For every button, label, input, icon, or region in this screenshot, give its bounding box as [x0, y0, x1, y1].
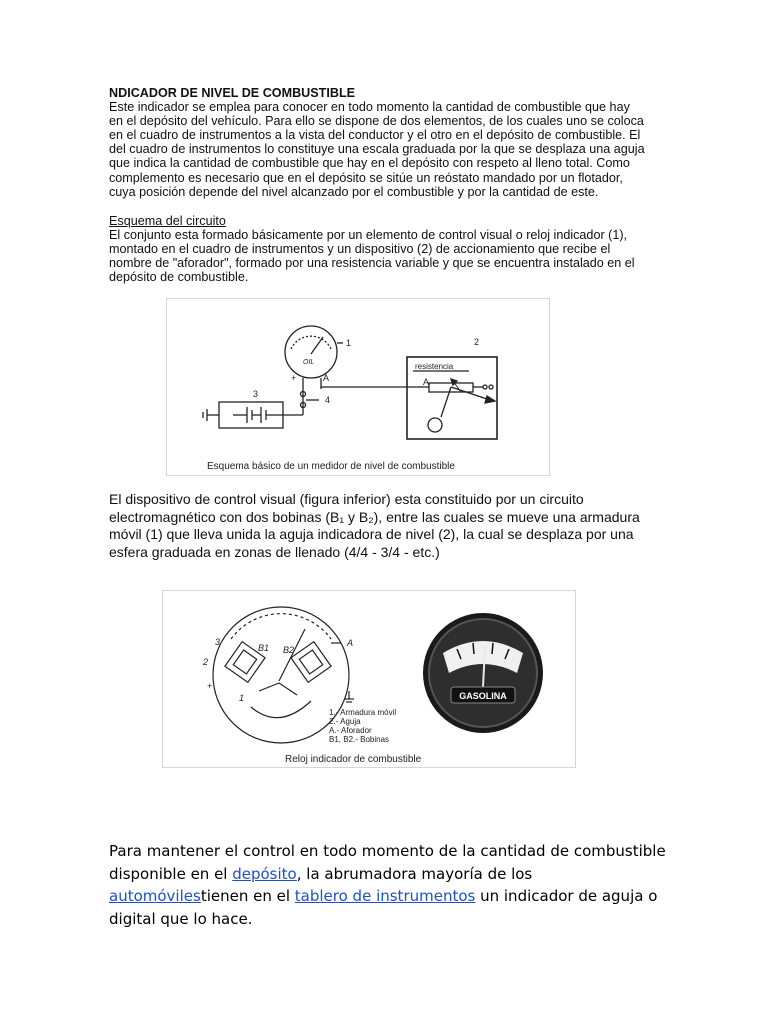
closing-text: un indicador de aguja o digital que lo hace.: [109, 887, 658, 928]
gauge-face-label: OIL: [303, 359, 315, 366]
figure2-caption: Reloj indicador de combustible: [285, 754, 422, 765]
sender-number-label: 2: [474, 337, 480, 347]
circuit-section: [109, 214, 661, 284]
resistance-label: resistencia: [415, 362, 454, 371]
terminal-a-label: A: [323, 373, 330, 383]
closing-text: tienen en el: [200, 887, 295, 905]
legend-line: 2.- Aguja: [329, 717, 361, 726]
circuit-line: nombre de "aforador", formado por una resistencia variable y que se encuentra instalado en el: [109, 256, 635, 271]
battery-number-label: 3: [253, 389, 259, 399]
circuit-line: depósito de combustible.: [109, 270, 249, 285]
circuit-line: montado en el cuadro de instrumentos y un dispositivo (2) de accionamiento que recibe el: [109, 242, 611, 257]
b1-label: B1: [258, 643, 270, 653]
intro-line: complemento es necesario que en el depósito se sitúe un reóstato mandado por un flotador,: [109, 170, 623, 185]
circuit-diagram: [167, 299, 549, 475]
plus-label: +: [207, 681, 213, 691]
tablero-instrumentos-link[interactable]: tablero de instrumentos: [294, 887, 476, 905]
closing-paragraph: [109, 840, 669, 930]
circuit-line: El conjunto esta formado básicamente por un elemento de control visual o reloj indicador (1),: [109, 228, 628, 243]
automoviles-link[interactable]: automóviles: [109, 887, 201, 905]
figure1-caption: Esquema básico de un medidor de nivel de combustible: [207, 461, 455, 472]
legend-line: A.- Aforador: [329, 726, 372, 735]
intro-section: [109, 86, 661, 199]
intro-line: en el depósito del vehículo. Para ello se dispone de dos elementos, de los cuales uno se coloca: [109, 114, 644, 129]
intro-line: que indica la cantidad de combustible que hay en el depósito con respeto al lleno total. Como: [109, 156, 630, 171]
intro-line: del cuadro de instrumentos lo constituye una escala graduada por la que se desplaza una aguja: [109, 142, 645, 157]
intro-line: cuya posición depende del nivel alcanzado por el combustible y por la cantidad de este.: [109, 184, 599, 199]
description-line: electromagnético con dos bobinas (B₁ y B₂), entre las cuales se mueve una armadura: [109, 508, 640, 525]
deposito-link[interactable]: depósito: [232, 864, 297, 883]
closing-text: Para mantener el control en todo momento de la cantidad de combustible disponible en el: [109, 842, 666, 883]
intro-line: en el cuadro de instrumentos a la vista del conductor y el otro en el depósito de combustible. El: [109, 128, 641, 143]
gauge-description-section: [109, 491, 661, 561]
sender-a-label: A: [347, 638, 354, 648]
plus-label: +: [291, 373, 297, 383]
closing-text: , la abrumadora mayoría de los: [296, 864, 533, 883]
section-subtitle: Esquema del circuito: [109, 214, 226, 228]
gauge-circle: [285, 326, 337, 378]
sender-a-label: A: [423, 377, 430, 387]
gauge-number-label: 1: [346, 338, 352, 348]
description-line: esfera graduada en zonas de llenado (4/4 - 3/4 - etc.): [109, 543, 440, 560]
needle-number-label: 2: [203, 657, 209, 667]
description-line: El dispositivo de control visual (figura inferior) esta constituido por un circuito: [109, 491, 584, 507]
armature-number-label: 1: [239, 693, 245, 703]
description-line: móvil (1) que lleva unida la aguja indicadora de nivel (2), la cual se desplaza por una: [109, 526, 634, 542]
fuel-gauge-figure: [162, 590, 576, 768]
section-title: NDICADOR DE NIVEL DE COMBUSTIBLE: [109, 86, 356, 100]
wire-number-label: 4: [325, 395, 331, 405]
coil-number-label: 3: [215, 637, 221, 647]
gasoline-gauge-photo: [423, 613, 543, 733]
b2-label: B2: [283, 645, 295, 655]
legend-line: B1, B2.- Bobinas: [329, 735, 390, 744]
legend-line: 1.- Armadura móvil: [329, 708, 397, 717]
scale-zero-label: 0: [446, 650, 451, 659]
gauge-face-label: GASOLINA: [459, 691, 507, 701]
intro-line: Este indicador se emplea para conocer en todo momento la cantidad de combustible que hay: [109, 100, 630, 115]
circuit-diagram-figure: [166, 298, 550, 476]
fuel-gauge-diagram: [163, 591, 575, 767]
